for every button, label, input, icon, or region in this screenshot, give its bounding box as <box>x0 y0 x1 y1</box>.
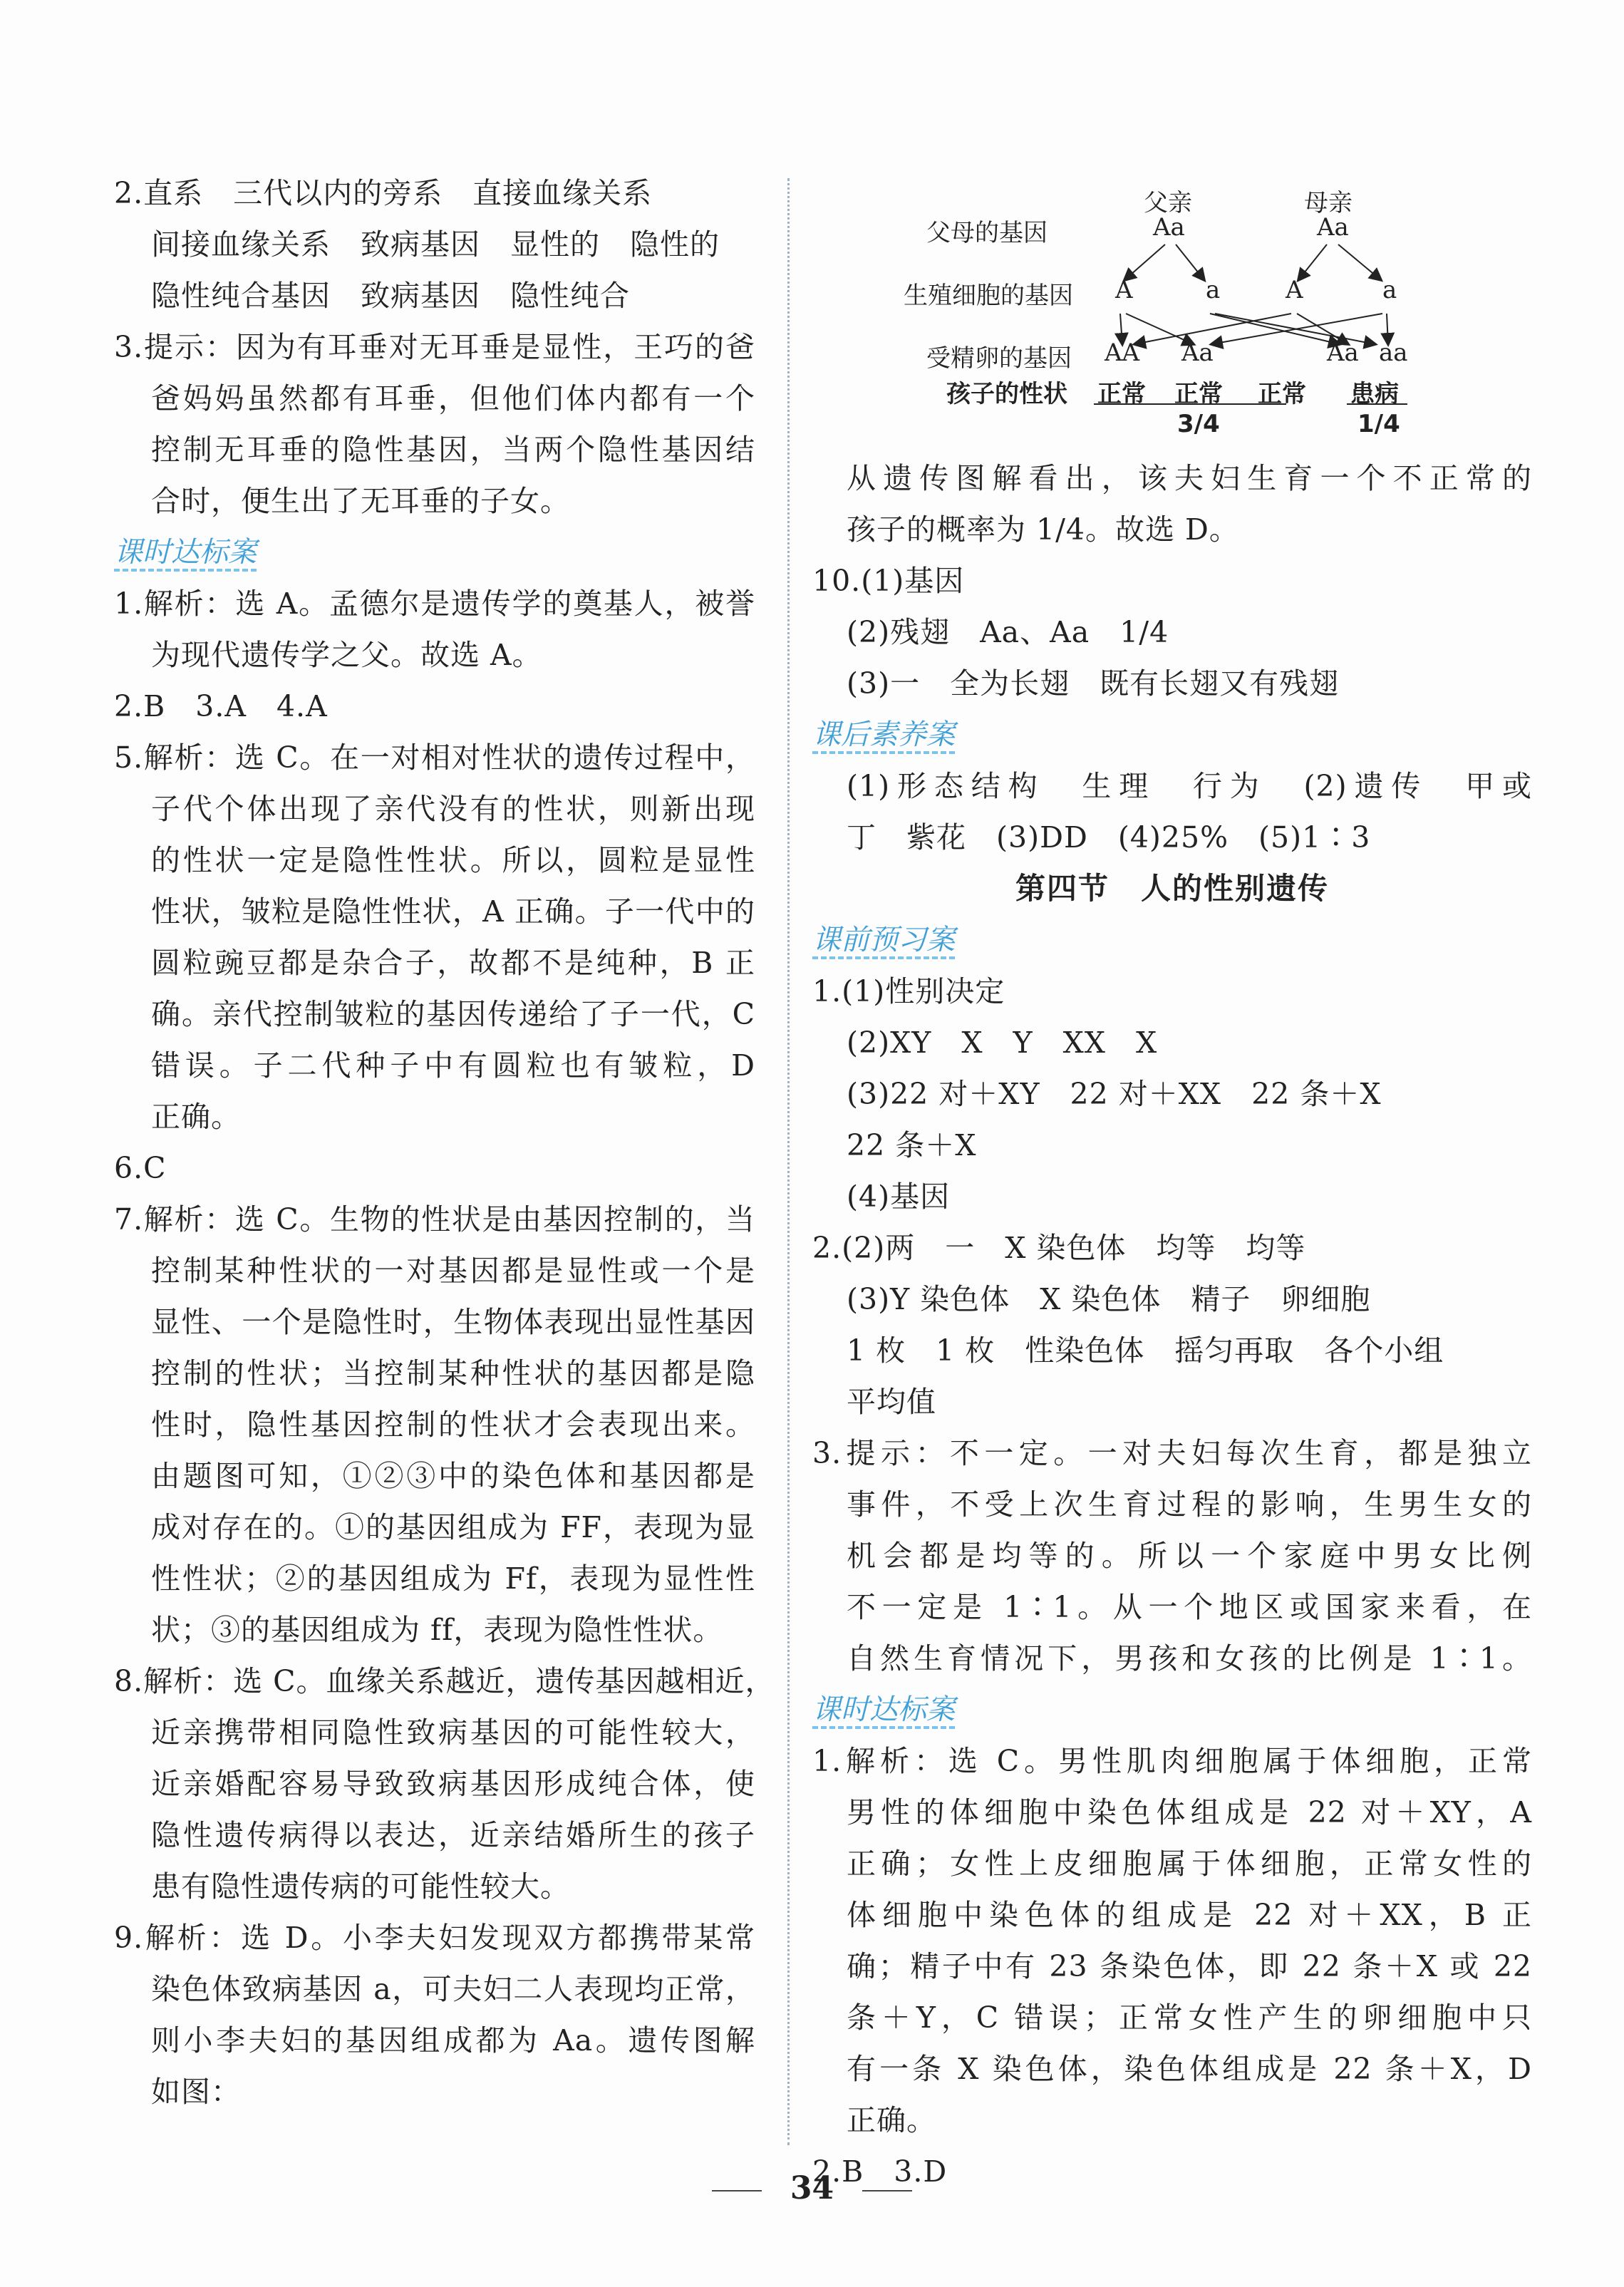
answer-line: 如图： <box>151 2075 241 2109</box>
answer-line: 显性、一个是隐性时，生物体表现出显性基因 <box>151 1305 755 1339</box>
answer-line: 体细胞中染色体的组成是 22 对＋XX，B 正 <box>847 1898 1532 1932</box>
zygote: Aa <box>1181 339 1214 367</box>
footer-dash-left <box>712 2190 762 2192</box>
zygote: aa <box>1379 339 1408 367</box>
answer-line: 染色体致病基因 a，可夫妇二人表现均正常， <box>151 1972 755 2006</box>
answer-line: 5.解析：选 C。在一对相对性状的遗传过程中， <box>114 740 755 775</box>
column-divider <box>787 178 790 2145</box>
answer-line: 22 条＋X <box>847 1128 977 1162</box>
answer-line: 控制无耳垂的隐性基因，当两个隐性基因结 <box>151 433 755 467</box>
answer-line: 8.解析：选 C。血缘关系越近，遗传基因越相近， <box>114 1664 775 1698</box>
gamete: A <box>1115 276 1133 304</box>
answer-line: 近亲婚配容易导致致病基因形成纯合体，使 <box>151 1767 755 1801</box>
answer-line: 孩子的概率为 1/4。故选 D。 <box>847 512 1239 547</box>
answer-line: 1 枚 1 枚 性染色体 摇匀再取 各个小组 <box>847 1333 1444 1368</box>
prob-sick: 1/4 <box>1357 410 1400 438</box>
mother-label: 母亲 <box>1304 189 1353 217</box>
father-label: 父亲 <box>1144 189 1192 217</box>
answer-line: 有一条 X 染色体，染色体组成是 22 条＋X，D <box>847 2052 1532 2086</box>
answer-line: 确；精子中有 23 条染色体，即 22 条＋X 或 22 <box>847 1949 1532 1983</box>
answer-line: 2.(2)两 一 X 染色体 均等 均等 <box>812 1231 1306 1265</box>
answer-line: (3)一 全为长翅 既有长翅又有残翅 <box>847 666 1340 701</box>
answer-line: 性性状；②的基因组成为 Ff，表现为显性性 <box>151 1561 755 1596</box>
answer-line: (3)22 对＋XY 22 对＋XX 22 条＋X <box>847 1077 1382 1111</box>
trait: 正常 <box>1097 380 1146 408</box>
gamete: A <box>1286 276 1303 304</box>
answer-line: 3.提示：因为有耳垂对无耳垂是显性，王巧的爸 <box>114 330 755 364</box>
answer-line: 10.(1)基因 <box>812 564 965 598</box>
answer-line: 合时，便生出了无耳垂的子女。 <box>151 484 570 518</box>
answer-line: 性状，皱粒是隐性性状，A 正确。子一代中的 <box>151 894 755 929</box>
right-column <box>812 167 1532 2197</box>
answer-line: 近亲携带相同隐性致病基因的可能性较大， <box>151 1715 755 1750</box>
section-heading: 课前预习案 <box>812 924 955 956</box>
answer-line: 2.直系 三代以内的旁系 直接血缘关系 <box>114 176 653 210</box>
mother-genes: Aa <box>1317 213 1349 242</box>
father-genes: Aa <box>1153 213 1185 242</box>
answer-line: 7.解析：选 C。生物的性状是由基因控制的，当 <box>114 1202 755 1237</box>
arrow <box>1176 244 1204 280</box>
answer-line: 控制的性状；当控制某种性状的基因都是隐 <box>151 1356 755 1390</box>
answer-line: 成对存在的。①的基因组成为 FF，表现为显 <box>151 1510 755 1544</box>
answer-line: 间接血缘关系 致病基因 显性的 隐性的 <box>151 227 720 262</box>
answer-line: 丁 紫花 (3)DD (4)25% (5)1∶3 <box>847 820 1371 855</box>
answer-line: 1.(1)性别决定 <box>812 974 1005 1008</box>
answer-line: 子代个体出现了亲代没有的性状，则新出现 <box>151 792 755 826</box>
answer-line: 性时，隐性基因控制的性状才会表现出来。 <box>151 1408 755 1442</box>
row-label-zygote: 受精卵的基因 <box>926 344 1072 373</box>
answer-line: 正确。 <box>151 1100 241 1134</box>
row-label-parents: 父母的基因 <box>926 219 1048 247</box>
gamete: a <box>1206 276 1221 304</box>
footer-dash-right <box>862 2190 912 2192</box>
answer-line: 正确。 <box>847 2103 936 2137</box>
answer-line: 确。亲代控制皱粒的基因传递给了子一代，C <box>151 997 755 1031</box>
answer-line: 状；③的基因组成为 ff，表现为隐性性状。 <box>151 1613 723 1647</box>
answer-line: 从遗传图解看出，该夫妇生育一个不正常的 <box>847 461 1532 495</box>
zygote: Aa <box>1327 339 1359 367</box>
trait: 患病 <box>1350 380 1399 408</box>
answer-line: (2)残翅 Aa、Aa 1/4 <box>847 615 1169 649</box>
answer-line: 的性状一定是隐性性状。所以，圆粒是显性 <box>151 843 755 877</box>
arrow <box>1124 244 1165 280</box>
answer-line: 事件，不受上次生育过程的影响，生男生女的 <box>847 1487 1532 1522</box>
section-heading: 课时达标案 <box>812 1693 955 1726</box>
trait: 正常 <box>1174 380 1223 408</box>
answer-line: 控制某种性状的一对基因都是显性或一个是 <box>151 1254 755 1288</box>
answer-line: 9.解析：选 D。小李夫妇发现双方都携带某常 <box>114 1921 755 1955</box>
answer-line: 6.C <box>114 1151 167 1185</box>
zygote: AA <box>1105 339 1140 367</box>
answer-line: (4)基因 <box>847 1179 951 1214</box>
answer-line: 圆粒豌豆都是杂合子，故都不是纯种，B 正 <box>151 946 755 980</box>
chapter-title: 第四节 人的性别遗传 <box>1015 871 1329 906</box>
answer-line: 男性的体细胞中染色体组成是 22 对＋XY，A <box>847 1795 1532 1829</box>
answer-line: 2.B 3.A 4.A <box>114 689 328 723</box>
answer-line: 自然生育情况下，男孩和女孩的比例是 1∶1。 <box>847 1641 1532 1676</box>
answer-line: 1.解析：选 A。孟德尔是遗传学的奠基人，被誉 <box>114 587 755 621</box>
answer-line: 错误。子二代种子中有圆粒也有皱粒，D <box>151 1048 755 1083</box>
prob-normal: 3/4 <box>1177 410 1220 438</box>
answer-line: 1.解析：选 C。男性肌肉细胞属于体细胞，正常 <box>812 1744 1532 1778</box>
arrow <box>1338 244 1381 280</box>
page-number-footer <box>0 2170 1624 2206</box>
answer-line: 平均值 <box>847 1385 936 1419</box>
answer-line: 为现代遗传学之父。故选 A。 <box>151 638 542 672</box>
answer-line: 由题图可知，①②③中的染色体和基因都是 <box>151 1459 755 1493</box>
row-label-traits: 孩子的性状 <box>946 380 1067 408</box>
page-number: 34 <box>790 2170 834 2206</box>
answer-line: 机会都是均等的。所以一个家庭中男女比例 <box>847 1539 1532 1573</box>
answer-line: 条＋Y，C 错误；正常女性产生的卵细胞中只 <box>847 2001 1532 2035</box>
answer-line: 隐性纯合基因 致病基因 隐性纯合 <box>151 279 630 313</box>
arrow <box>1298 244 1327 280</box>
answer-line: (3)Y 染色体 X 染色体 精子 卵细胞 <box>847 1282 1371 1316</box>
answer-line: (1)形态结构 生理 行为 (2)遗传 甲或 <box>847 769 1532 803</box>
answer-line: 2.B 3.D <box>812 2154 948 2189</box>
answer-line: (2)XY X Y XX X <box>847 1026 1158 1060</box>
section-heading: 课后素养案 <box>812 718 955 751</box>
genetic-diagram <box>812 167 1532 453</box>
arrow <box>1210 314 1340 344</box>
section-heading: 课时达标案 <box>114 536 257 569</box>
answer-line: 隐性遗传病得以表达，近亲结婚所生的孩子 <box>151 1818 755 1852</box>
gamete: a <box>1382 276 1397 304</box>
row-label-gametes: 生殖细胞的基因 <box>904 282 1073 310</box>
left-column <box>114 167 775 2117</box>
answer-line: 则小李夫妇的基因组成都为 Aa。遗传图解 <box>151 2023 755 2058</box>
answer-line: 爸妈妈虽然都有耳垂，但他们体内都有一个 <box>151 381 755 415</box>
answer-line: 3.提示：不一定。一对夫妇每次生育，都是独立 <box>812 1436 1532 1470</box>
answer-line: 不一定是 1∶1。从一个地区或国家来看，在 <box>847 1590 1532 1624</box>
answer-line: 正确；女性上皮细胞属于体细胞，正常女性的 <box>847 1847 1532 1881</box>
trait: 正常 <box>1258 380 1306 408</box>
answer-line: 患有隐性遗传病的可能性较大。 <box>151 1869 570 1904</box>
